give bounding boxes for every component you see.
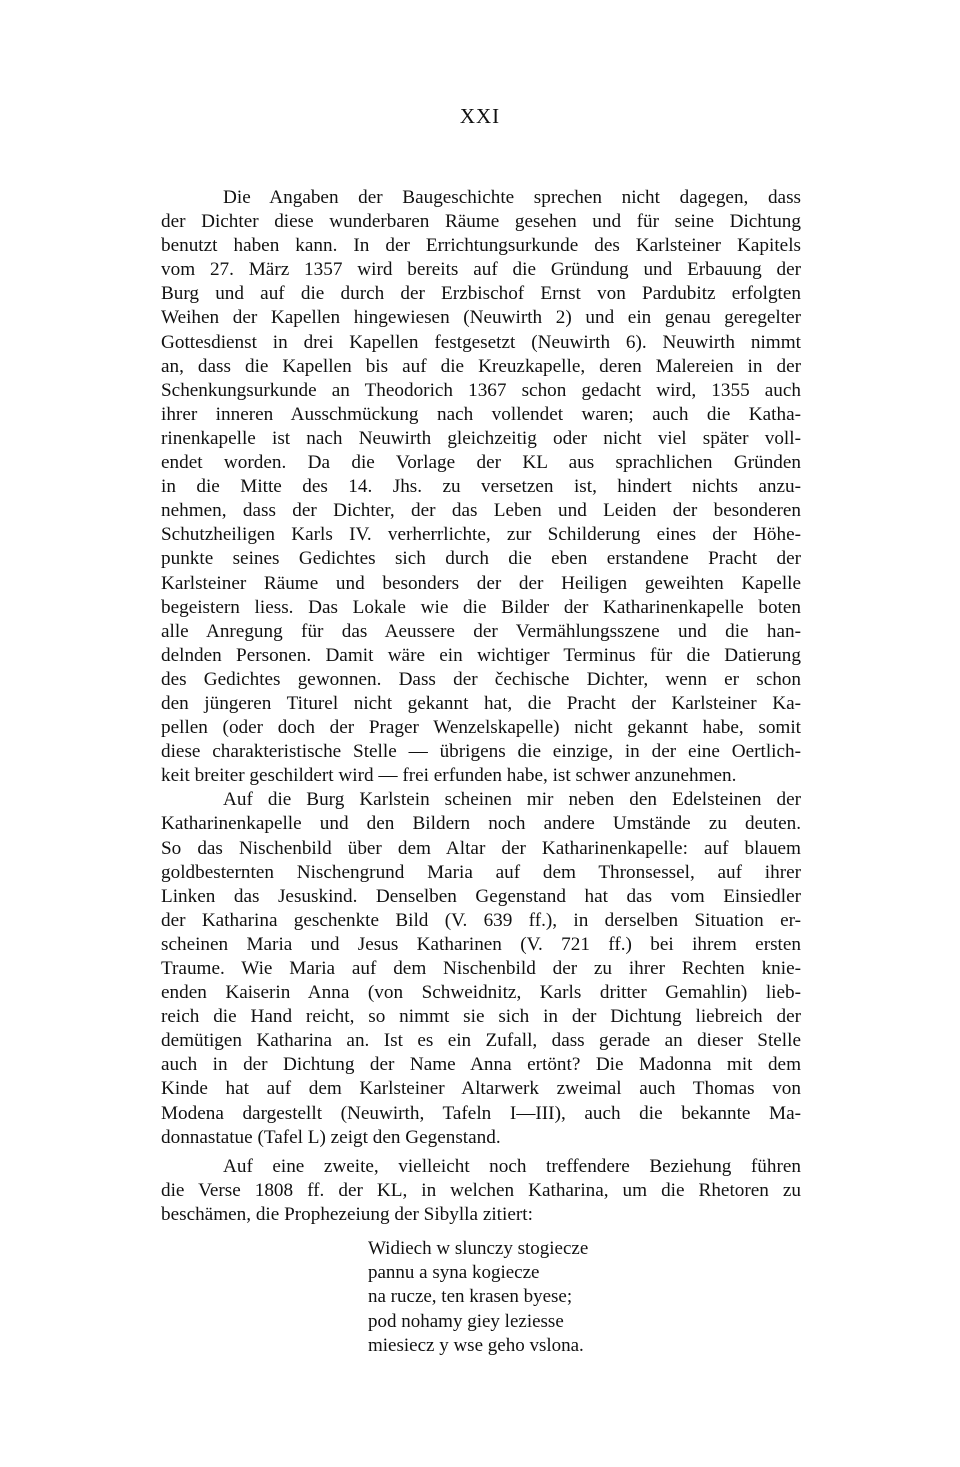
text-line: Auf die Burg Karlstein scheinen mir neben den Edelsteinen der — [223, 789, 801, 811]
text-line: an, dass die Kapellen bis auf die Kreuzkapelle, deren Malereien in der — [161, 355, 801, 377]
text-line: scheinen Maria und Jesus Katharinen (V. 721 ff.) bei ihrem ersten — [161, 933, 801, 955]
text-line: vom 27. März 1357 wird bereits auf die Gründung und Erbauung der — [161, 259, 801, 281]
text-line: Auf eine zweite, vielleicht noch treffendere Beziehung führen — [223, 1155, 801, 1177]
text-line: punkte seines Gedichtes sich durch die eben erstandene Pracht der — [161, 548, 801, 570]
text-line: alle Anregung für das Aeussere der Vermählungsszene und die han- — [161, 620, 801, 642]
text-line: Burg und auf die durch der Erzbischof Ernst von Pardubitz erfolgten — [161, 283, 801, 305]
text-line: des Gedichtes gewonnen. Dass der čechische Dichter, wenn er schon — [161, 668, 801, 690]
paragraph-3 — [161, 1155, 801, 1227]
text-line: Kinde hat auf dem Karlsteiner Altarwerk zweimal auch Thomas von — [161, 1078, 801, 1100]
text-line: Traume. Wie Maria auf dem Nischenbild der zu ihrer Rechten knie- — [161, 958, 801, 979]
text-line: endet worden. Da die Vorlage der KL aus sprachlichen Gründen — [161, 452, 801, 474]
text-line: ihrer inneren Ausschmückung nach vollendet waren; auch die Katha- — [161, 403, 801, 425]
paragraph-2 — [161, 788, 801, 1149]
text-line: Gottesdienst in drei Kapellen festgesetzt (Neuwirth 6). Neuwirth nimmt — [161, 331, 801, 353]
text-line: Linken das Jesuskind. Denselben Gegenstand hat das vom Einsiedler — [161, 885, 801, 907]
text-line: beschämen, die Prophezeiung der Sibylla zitiert: — [161, 1203, 533, 1225]
verse-line: Widiech w slunczy stogiecze — [368, 1238, 589, 1259]
text-line: delnden Personen. Damit wäre ein wichtiger Terminus für die Datierung — [161, 644, 801, 666]
text-line: den jüngeren Titurel nicht gekannt hat, die Pracht der Karlsteiner Ka- — [161, 692, 801, 714]
text-line: Katharinenkapelle und den Bildern noch andere Umstände zu deuten. — [161, 813, 801, 835]
text-line: Weihen der Kapellen hingewiesen (Neuwirth 2) und ein genau geregelter — [161, 307, 801, 329]
text-line: der Dichter diese wunderbaren Räume gesehen und für seine Dichtung — [161, 211, 801, 233]
text-line: rinenkapelle ist nach Neuwirth gleichzeitig oder nicht viel später voll- — [161, 427, 801, 449]
text-line: benutzt haben kann. In der Errichtungsurkunde des Karlsteiner Kapitels — [161, 235, 801, 257]
text-line: keit breiter geschildert wird — frei erfunden habe, ist schwer anzunehmen. — [161, 765, 737, 787]
text-line: enden Kaiserin Anna (von Schweidnitz, Karls dritter Gemahlin) lieb- — [161, 982, 801, 1004]
verse-line: miesiecz y wse geho vslona. — [368, 1334, 584, 1356]
text-line: Die Angaben der Baugeschichte sprechen nicht dagegen, dass — [223, 187, 801, 208]
text-line: Modena dargestellt (Neuwirth, Tafeln I—III), auch die bekannte Ma- — [161, 1102, 801, 1124]
text-line: demütigen Katharina an. Ist es ein Zufall, dass gerade an dieser Stelle — [161, 1030, 801, 1052]
verse-line: pannu a syna kogiecze — [368, 1262, 540, 1284]
verse-line: pod nohamy giey leziesse — [368, 1310, 564, 1332]
text-line: Karlsteiner Räume und besonders der der Heiligen geweihten Kapelle — [161, 572, 801, 594]
text-line: Schutzheiligen Karls IV. verherrlichte, zur Schilderung eines der Höhe- — [161, 524, 801, 546]
text-line: nehmen, dass der Dichter, der das Leben und Leiden der besonderen — [161, 500, 801, 522]
text-line: auch in der Dichtung der Name Anna ertönt? Die Madonna mit dem — [161, 1054, 801, 1076]
text-line: goldbesternten Nischengrund Maria auf dem Thronsessel, auf ihrer — [161, 861, 801, 883]
verse-quotation — [368, 1237, 768, 1358]
text-line: donnastatue (Tafel L) zeigt den Gegenstand. — [161, 1126, 501, 1148]
text-line: begeistern liess. Das Lokale wie die Bilder der Katharinenkapelle boten — [161, 596, 801, 618]
paragraph-1 — [161, 186, 801, 788]
text-line: diese charakteristische Stelle — übrigens die einzige, in der eine Oertlich- — [161, 741, 801, 763]
text-line: Schenkungsurkunde an Theodorich 1367 schon gedacht wird, 1355 auch — [161, 379, 801, 401]
text-line: in die Mitte des 14. Jhs. zu versetzen ist, hindert nichts anzu- — [161, 476, 801, 498]
text-line: So das Nischenbild über dem Altar der Katharinenkapelle: auf blauem — [161, 837, 801, 859]
text-line: reich die Hand reicht, so nimmt sie sich in der Dichtung liebreich der — [161, 1006, 801, 1028]
page-number: XXI — [459, 104, 501, 128]
text-line: die Verse 1808 ff. der KL, in welchen Katharina, um die Rhetoren zu — [161, 1179, 801, 1201]
body-text — [161, 186, 801, 1227]
text-line: der Katharina geschenkte Bild (V. 639 ff.), in derselben Situation er- — [161, 909, 801, 931]
verse-line: na rucze, ten krasen byese; — [368, 1286, 573, 1308]
text-line: pellen (oder doch der Prager Wenzelskapelle) nicht gekannt habe, somit — [161, 717, 801, 739]
